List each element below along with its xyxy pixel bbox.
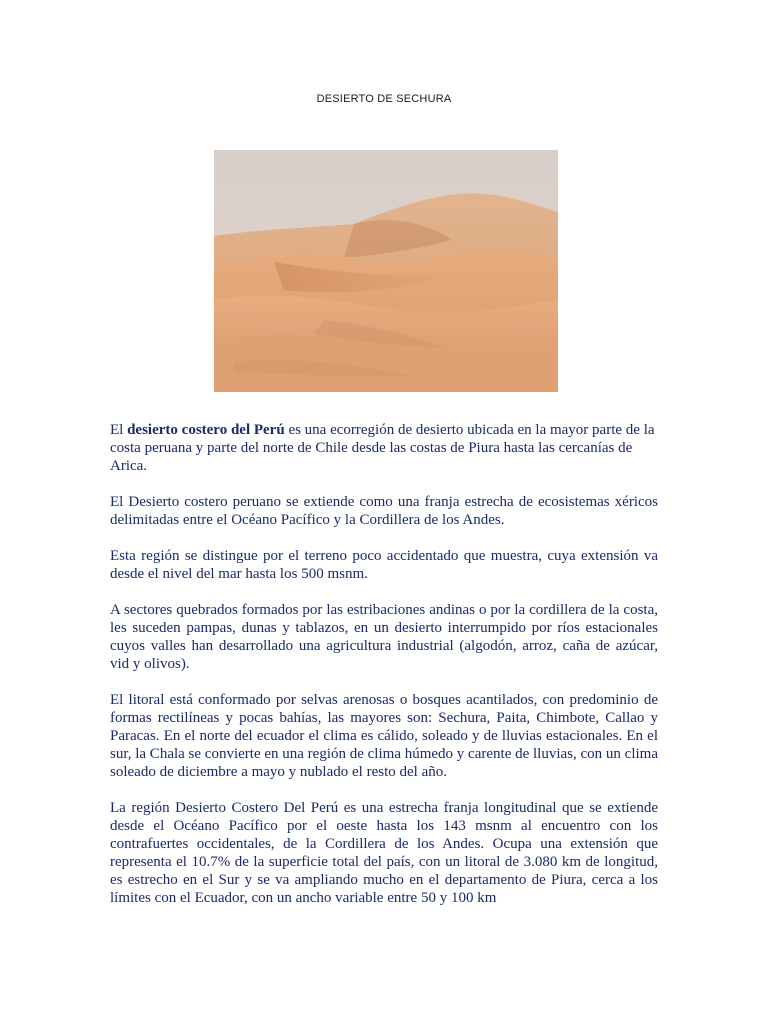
intro-prefix: El bbox=[110, 422, 128, 438]
desert-dunes-image bbox=[214, 150, 558, 392]
paragraph: El Desierto costero peruano se extiende como una franja estrecha de ecosistemas xéricos delimitadas entre el Océano Pacífico y la Cordillera de los Andes. bbox=[110, 494, 658, 528]
paragraph: Esta región se distingue por el terreno poco accidentado que muestra, cuya extensión va desde el nivel del mar hasta los 500 msnm. bbox=[110, 548, 658, 582]
paragraph: A sectores quebrados formados por las estribaciones andinas o por la cordillera de la costa, les suceden pampas, dunas y tablazos, en un desierto interrumpido por ríos estacionales cuyos valles han desarrollado una agricultura industrial (algodón, arroz, caña de azúcar, vid y olivos). bbox=[110, 602, 658, 672]
document-title: DESIERTO DE SECHURA bbox=[316, 93, 452, 105]
intro-rest: es una ecorregión de desierto ubicada en la mayor parte de la costa peruana y parte del norte de Chile desde las costas de Piura hasta las cercanías de Arica. bbox=[110, 422, 655, 474]
desert-dunes-photo bbox=[214, 150, 558, 392]
paragraph: La región Desierto Costero Del Perú es una estrecha franja longitudinal que se extiende desde el Océano Pacífico por el oeste hasta los 143 msnm al encuentro con los contrafuertes occidentales, de la Cordillera de los Andes. Ocupa una extensión que representa el 10.7% de la superficie total del país, con un litoral de 3.080 km de longitud, es estrecho en el Sur y se va ampliando mucho en el departamento de Piura, cerca a los límites con el Ecuador, con un ancho variable entre 50 y 100 km bbox=[110, 800, 658, 906]
document-body bbox=[110, 421, 658, 907]
paragraph: El litoral está conformado por selvas arenosas o bosques acantilados, con predominio de formas rectilíneas y pocas bahías, las mayores son: Sechura, Paita, Chimbote, Callao y Paracas. En el norte del ecuador el clima es cálido, soleado y de lluvias estacionales. En el sur, la Chala se convierte en una región de clima húmedo y carente de lluvias, con un clima soleado de diciembre a mayo y nublado el resto del año. bbox=[110, 692, 658, 780]
intro-paragraph bbox=[110, 421, 658, 475]
intro-bold-term: desierto costero del Perú bbox=[127, 422, 285, 438]
